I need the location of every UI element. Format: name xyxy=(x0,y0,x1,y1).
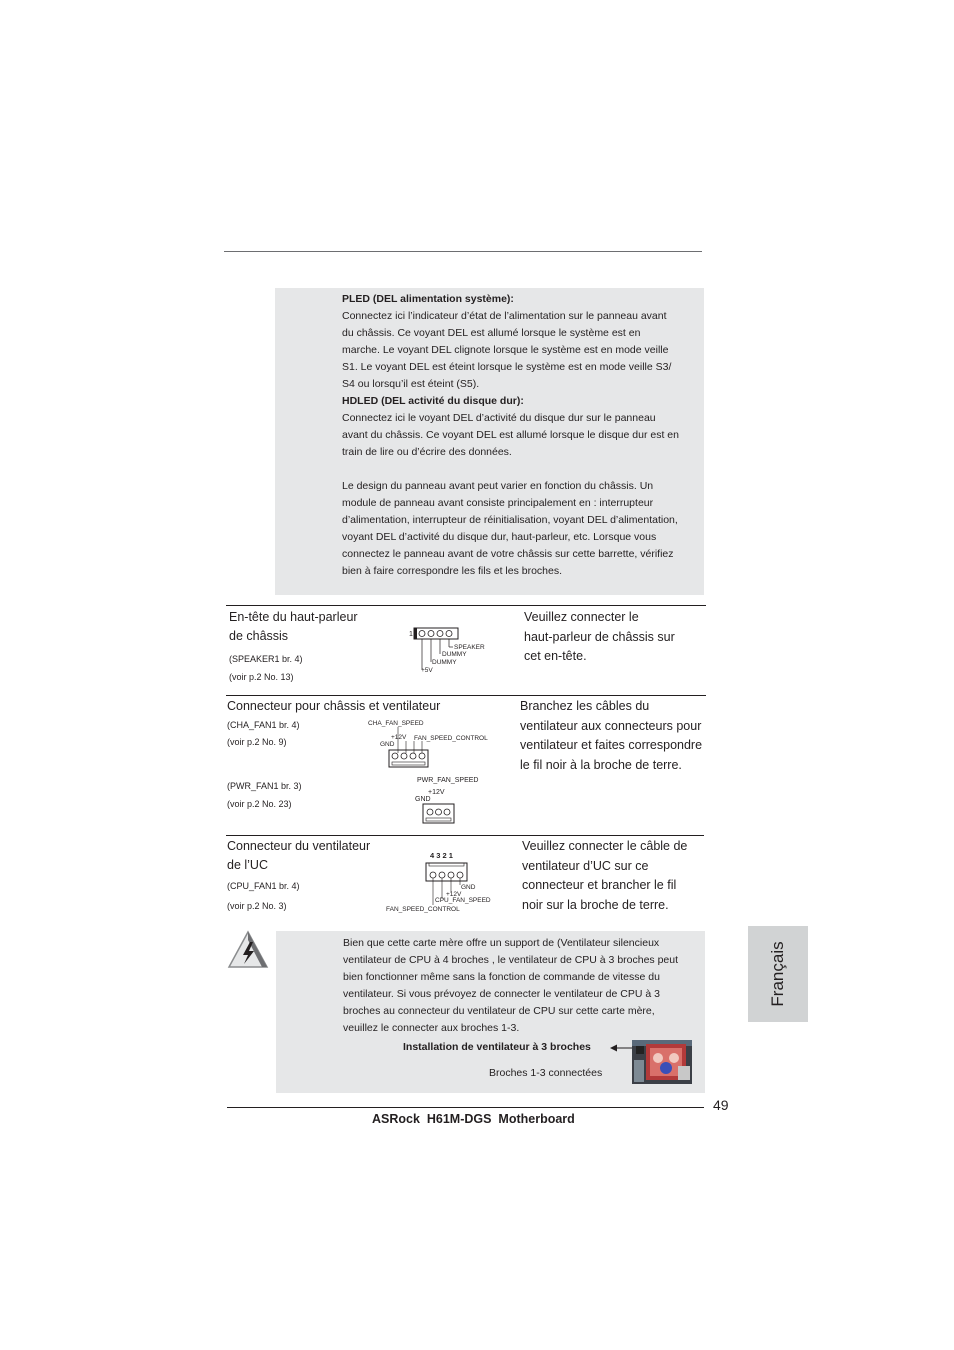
hdled-line: avant du châssis. Ce voyant DEL est allumé lorsque le disque dur est en xyxy=(342,429,679,441)
pwr-fan-ref: (PWR_FAN1 br. 3) (voir p.2 No. 23) xyxy=(227,781,302,809)
note-line: Bien que cette carte mère offre un support de (Ventilateur silencieux xyxy=(343,937,660,949)
pled-line: S1. Le voyant DEL est éteint lorsque le système est en mode veille S3/ xyxy=(342,361,672,373)
hdled-line: Connectez ici le voyant DEL d’activité du disque dur sur le panneau xyxy=(342,412,656,424)
warning-lightning-icon xyxy=(226,929,270,971)
speaker-pin-5v: +5V xyxy=(421,667,433,674)
cpu-fan-ref: (CPU_FAN1 br. 4) (voir p.2 No. 3) xyxy=(227,881,300,911)
speaker-title: En-tête du haut-parleur de châssis xyxy=(229,610,358,643)
pwr-fan-connector-diagram xyxy=(410,772,500,827)
cha-fan-speed-label: CHA_FAN_SPEED xyxy=(368,720,424,727)
cpu-fan-control-label: FAN_SPEED_CONTROL xyxy=(386,906,460,913)
cha-fan-connector-diagram xyxy=(362,713,507,773)
design-line: d’alimentation, interrupteur de réinitialisation, voyant DEL d’alimentation, xyxy=(342,514,678,526)
note-line: broches au connecteur du ventilateur de CPU sur cette carte mère, xyxy=(343,1005,655,1017)
note-line: ventilateur. Si vous prévoyez de connecter le ventilateur de CPU à 3 xyxy=(343,988,660,1000)
design-line: Le design du panneau avant peut varier en fonction du châssis. Un xyxy=(342,480,654,492)
install-title: Installation de ventilateur à 3 broches xyxy=(403,1041,591,1053)
speaker-pin-speaker: SPEAKER xyxy=(454,644,485,651)
cpu-fan-gnd-label: GND xyxy=(461,884,476,891)
pled-title: PLED (DEL alimentation système): xyxy=(342,293,514,305)
cpu-fan-description: Veuillez connecter le câble de ventilateur d’UC sur ce connecteur et brancher le fil noir sur la broche de terre. xyxy=(522,839,688,912)
cpu-fan-pin-numbers: 4 3 2 1 xyxy=(430,851,453,860)
design-line: connectez le panneau avant de votre châssis sur cette barrette, vérifiez xyxy=(342,548,674,560)
install-caption: Broches 1-3 connectées xyxy=(489,1067,603,1079)
chassis-fan-description: Branchez les câbles du ventilateur aux connecteurs pour ventilateur et faites correspondre le fil noir à la broche de terre. xyxy=(520,699,703,772)
cpu-fan-12v-label: +12V xyxy=(446,891,462,898)
cpu-fan-connector-diagram xyxy=(384,848,504,914)
pled-line: marche. Le voyant DEL clignote lorsque le système est en mode veille xyxy=(342,344,669,356)
design-line: bien à faire correspondre les fils et les broches. xyxy=(342,565,563,577)
note-line: veuillez le connecter aux broches 1-3. xyxy=(343,1022,520,1034)
speaker-pin1-label: 1 xyxy=(409,631,413,638)
pwr-fan-speed-label: PWR_FAN_SPEED xyxy=(417,777,479,784)
pled-line: du châssis. Ce voyant DEL est allumé lorsque le système est en xyxy=(342,327,641,339)
pwr-fan-gnd-label: GND xyxy=(415,796,431,803)
cpu-fan-title: Connecteur du ventilateur de l’UC xyxy=(227,839,371,872)
cpu-fan-section-rule xyxy=(226,835,704,836)
chassis-fan-title: Connecteur pour châssis et ventilateur xyxy=(227,699,441,713)
page-number: 49 xyxy=(713,1097,729,1113)
speaker-description: Veuillez connecter le haut-parleur de châssis sur cet en-tête. xyxy=(524,610,675,663)
speaker-pin-dummy2: DUMMY xyxy=(432,659,457,666)
top-rule xyxy=(224,251,702,252)
fan-install-photo xyxy=(632,1040,692,1084)
footer-rule xyxy=(227,1107,704,1108)
front-panel-text xyxy=(342,291,704,580)
product-name: ASRock H61M-DGS Motherboard xyxy=(372,1112,575,1126)
hdled-line: train de lire ou d’écrire des données. xyxy=(342,446,512,458)
speaker-pin-dummy1: DUMMY xyxy=(442,651,467,658)
arrow-left-icon xyxy=(610,1043,632,1053)
design-line: module de panneau avant consiste principalement en : interrupteur xyxy=(342,497,654,509)
chassis-fan-ref: (CHA_FAN1 br. 4) (voir p.2 No. 9) xyxy=(227,720,300,747)
cha-fan-control-label: FAN_SPEED_CONTROL xyxy=(414,735,488,742)
note-line: bien fonctionner même sans la fonction de commande de vitesse du xyxy=(343,971,660,983)
language-label: Français xyxy=(768,941,787,1007)
speaker-connector-diagram xyxy=(400,620,500,680)
pled-line: S4 ou lorsqu’il est éteint (S5). xyxy=(342,378,480,390)
cpu-fan-speed-label: CPU_FAN_SPEED xyxy=(435,897,491,904)
note-line: ventilateur de CPU à 4 broches , le ventilateur de CPU à 3 broches peut xyxy=(343,954,679,966)
note-text xyxy=(343,935,705,1037)
cha-fan-12v-label: +12V xyxy=(391,734,407,741)
chassis-fan-section-rule xyxy=(226,695,706,696)
design-line: voyant DEL d’activité du disque dur, haut-parleur, etc. Lorsque vous xyxy=(342,531,657,543)
pled-line: Connectez ici l’indicateur d’état de l’alimentation sur le panneau avant xyxy=(342,310,667,322)
cha-fan-gnd-label: GND xyxy=(380,741,395,748)
pwr-fan-12v-label: +12V xyxy=(428,789,445,796)
speaker-section-rule xyxy=(226,605,706,606)
hdled-title: HDLED (DEL activité du disque dur): xyxy=(342,395,524,407)
language-tab xyxy=(748,926,808,1022)
speaker-ref: (SPEAKER1 br. 4) (voir p.2 No. 13) xyxy=(229,654,303,682)
